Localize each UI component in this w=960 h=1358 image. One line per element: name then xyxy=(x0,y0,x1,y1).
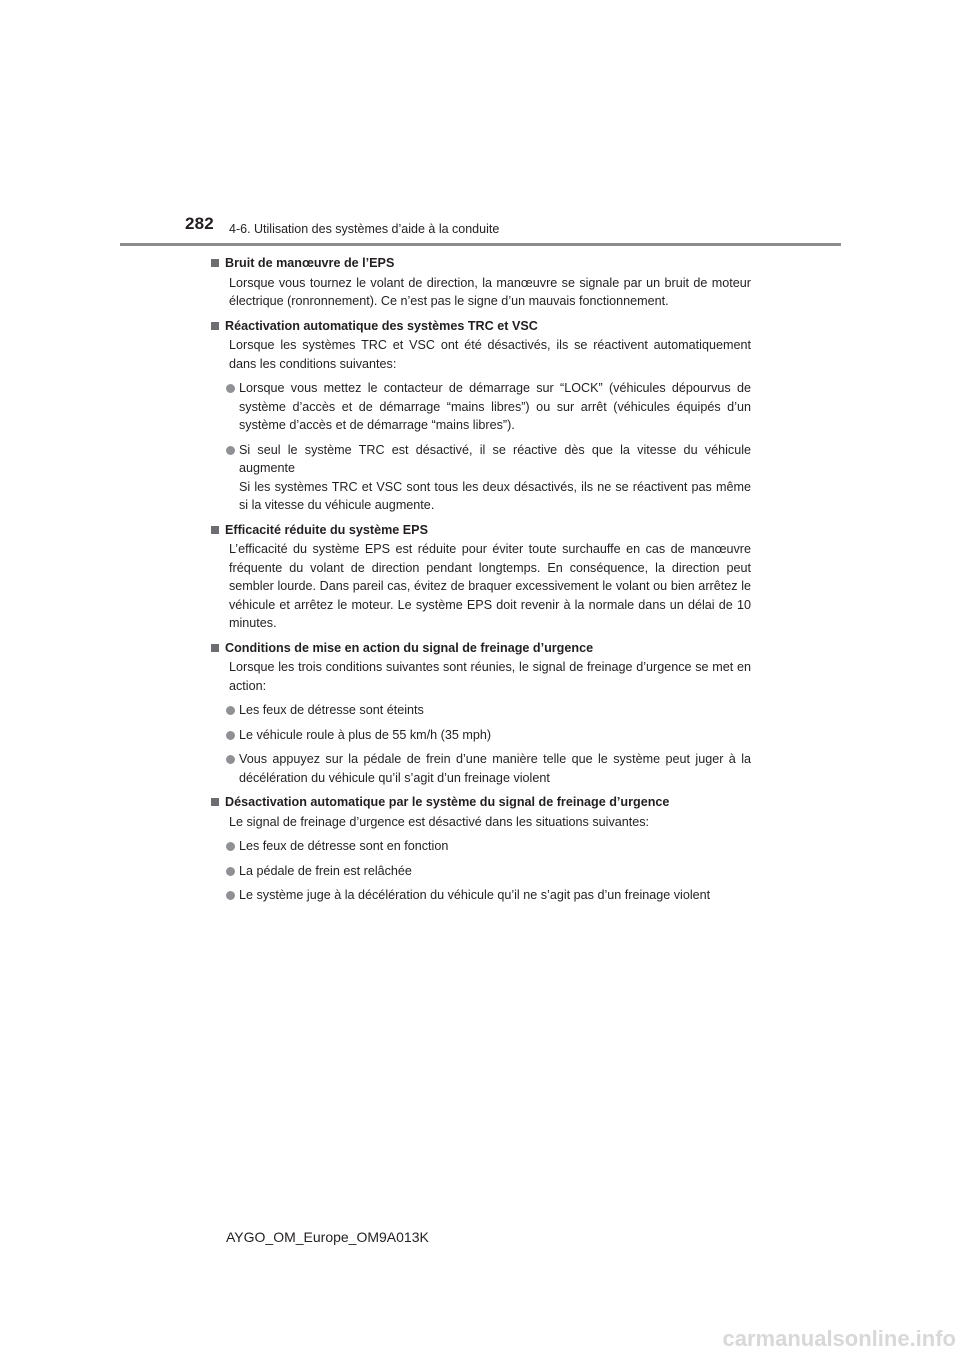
header-rule xyxy=(120,243,841,246)
footer-doc-code: AYGO_OM_Europe_OM9A013K xyxy=(226,1229,429,1245)
list-item xyxy=(211,441,751,515)
square-bullet-icon xyxy=(211,798,219,806)
list-item-text: La pédale de frein est relâchée xyxy=(239,863,412,878)
list-item-text-continued: Si les systèmes TRC et VSC sont tous les deux désactivés, ils ne se réactivent pas même si la vitesse du véhicule augmente. xyxy=(239,479,751,512)
watermark: carmanualsonline.info xyxy=(722,1326,956,1351)
round-bullet-icon xyxy=(226,446,235,455)
list-item xyxy=(211,701,751,720)
section-heading-text: Bruit de manœuvre de l’EPS xyxy=(225,256,395,270)
section-heading-text: Réactivation automatique des systèmes TRC et VSC xyxy=(225,318,538,333)
section-heading xyxy=(211,521,751,540)
section-paragraph: Lorsque vous tournez le volant de direction, la manœuvre se signale par un bruit de moteur électrique (ronronnement). Ce n’est pas le signe d’un mauvais fonctionnement. xyxy=(229,275,751,308)
section-title: 4-6. Utilisation des systèmes d’aide à la conduite xyxy=(229,222,500,236)
list-item-text: Le véhicule roule à plus de 55 km/h (35 mph) xyxy=(239,727,492,742)
section-paragraph: L’efficacité du système EPS est réduite pour éviter toute surchauffe en cas de manœuvre fréquente du volant de direction pendant longtemps. En conséquence, la direction peut sembler lourde. Dans pareil cas, évitez de braquer excessivement le volant ou bien arrêtez le véhicule et arrêtez le moteur. Le système EPS doit revenir à la normale dans un délai de 10 minutes. xyxy=(229,542,751,630)
section-heading-text: Conditions de mise en action du signal de freinage d’urgence xyxy=(225,640,594,655)
section-paragraph: Le signal de freinage d’urgence est désactivé dans les situations suivantes: xyxy=(229,814,650,829)
section-heading xyxy=(211,317,751,336)
section-heading xyxy=(211,254,751,273)
list-item xyxy=(211,886,751,905)
round-bullet-icon xyxy=(226,891,235,900)
list-item-text: Lorsque vous mettez le contacteur de démarrage sur “LOCK” (véhicules dépourvus de système d’accès et de démarrage “mains libres”) ou sur arrêt (véhicules équipés d’un système d’accès et de démarrage “mains libres”). xyxy=(239,381,751,432)
page-number: 282 xyxy=(185,214,214,233)
list-item-text: Si seul le système TRC est désactivé, il se réactive dès que la vitesse du véhicule augmente xyxy=(239,442,751,475)
list-item-text: Le système juge à la décélération du véhicule qu’il ne s’agit pas d’un freinage violent xyxy=(239,888,711,902)
round-bullet-icon xyxy=(226,842,235,851)
section-heading xyxy=(211,639,751,658)
list-item xyxy=(211,837,751,856)
round-bullet-icon xyxy=(226,731,235,740)
round-bullet-icon xyxy=(226,867,235,876)
content xyxy=(211,254,751,905)
round-bullet-icon xyxy=(226,384,235,393)
round-bullet-icon xyxy=(226,706,235,715)
square-bullet-icon xyxy=(211,526,219,534)
square-bullet-icon xyxy=(211,322,219,330)
section-heading-text: Efficacité réduite du système EPS xyxy=(225,522,428,537)
list-item-text: Les feux de détresse sont en fonction xyxy=(239,839,449,853)
list-item xyxy=(211,379,751,435)
section-paragraph: Lorsque les systèmes TRC et VSC ont été désactivés, ils se réactivent automatiquement dans les conditions suivantes: xyxy=(229,338,751,371)
section-heading-text: Désactivation automatique par le système du signal de freinage d’urgence xyxy=(225,795,670,809)
list-item xyxy=(211,750,751,787)
round-bullet-icon xyxy=(226,755,235,764)
section-paragraph: Lorsque les trois conditions suivantes sont réunies, le signal de freinage d’urgence se met en action: xyxy=(229,660,751,693)
square-bullet-icon xyxy=(211,259,219,267)
list-item xyxy=(211,862,751,881)
list-item xyxy=(211,726,751,745)
list-item-text: Les feux de détresse sont éteints xyxy=(239,703,424,717)
list-item-text: Vous appuyez sur la pédale de frein d’une manière telle que le système peut juger à la décélération du véhicule qu’il s’agit d’un freinage violent xyxy=(239,752,751,785)
section-heading xyxy=(211,793,751,812)
square-bullet-icon xyxy=(211,644,219,652)
